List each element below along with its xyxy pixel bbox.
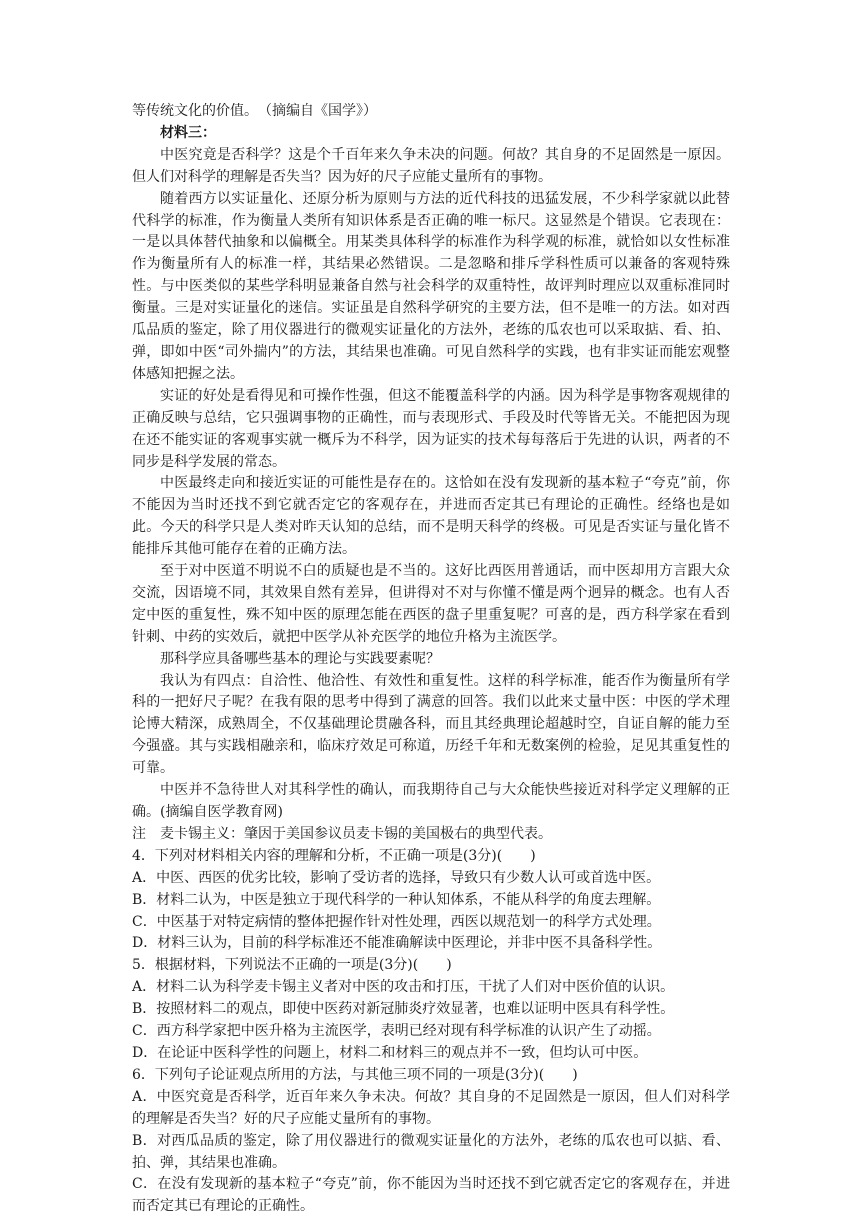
paragraph: 中医究竟是否科学？这是个千百年来久争未决的问题。何故？其自身的不足固然是一原因。但人们对科学的理解是否失当？因为好的尺子应能丈量所有的事物。 [132,146,730,185]
footnote: 注 麦卡锡主义：肇因于美国参议员麦卡锡的美国极右的典型代表。 [132,825,552,842]
document-page [132,101,730,1218]
paragraph: 中医并不急待世人对其科学性的确认，而我期待自己与大众能快些接近对科学定义理解的正确。(摘编自医学教育网) [132,782,730,820]
question-stem: 4．下列对材料相关内容的理解和分析，不正确一项是(3分)( ) [132,847,536,864]
question-option: A．中医、西医的优劣比较，影响了受访者的选择，导致只有少数人认可或首选中医。 [132,869,661,886]
question-option: D．在论证中医科学性的问题上，材料二和材料三的观点并不一致，但均认可中医。 [132,1044,648,1061]
question-option: B．按照材料二的观点，即使中医药对新冠肺炎疗效显著，也难以证明中医具有科学性。 [132,1001,675,1018]
intro-tail: 等传统文化的价值。 （摘编自《国学》） [132,103,377,119]
question-option: C．中医基于对特定病情的整体把握作针对性处理，西医以规范划一的科学方式处理。 [132,913,661,930]
paragraph: 那科学应具备哪些基本的理论与实践要素呢？ [160,650,440,667]
question-option: B．材料二认为，中医是独立于现代科学的一种认知体系，不能从科学的角度去理解。 [132,891,661,908]
paragraph: 随着西方以实证量化、还原分析为原则与方法的近代科技的迅猛发展，不少科学家就以此替代科学的标准，作为衡量人类所有知识体系是否正确的唯一标尺。这显然是个错误。它表现在：一是以具体替代抽象和以偏概全。用某类具体科学的标准作为科学观的标准，就恰如以女性标准作为衡量所有人的标准一样，其结果必然错误。二是忽略和排斥学科性质可以兼备的客观特殊性。与中医类似的某些学科明显兼备自然与社会科学的双重特性，故评判时理应以双重标准同时衡量。三是对实证量化的迷信。实证虽是自然科学研究的主要方法，但不是唯一的方法。如对西瓜品质的鉴定，除了用仪器进行的微观实证量化的方法外，老练的瓜农也可以采取掂、看、拍、弹，即如中医“司外揣内”的方法，其结果也准确。可见自然科学的实践，也有非实证而能宏观整体感知把握之法。 [132,190,730,382]
question-option: B．对西瓜品质的鉴定，除了用仪器进行的微观实证量化的方法外，老练的瓜农也可以掂、看、拍、弹，其结果也准确。 [132,1132,730,1171]
paragraph: 实证的好处是看得见和可操作性强，但这不能覆盖科学的内涵。因为科学是事物客观规律的正确反映与总结，它只强调事物的正确性，而与表现形式、手段及时代等皆无关。不能把因为现在还不能实证的客观事实就一概斥为不科学，因为证实的技术每每落后于先进的认识，两者的不同步是科学发展的常态。 [132,387,730,470]
question-stem: 5．根据材料，下列说法不正确的一项是(3分)( ) [132,957,452,974]
question-stem: 6．下列句子论证观点所用的方法，与其他三项不同的一项是(3分)( ) [132,1066,578,1083]
question-option: A．中医究竟是否科学，近百年来久争未决。何故？其自身的不足固然是一原因，但人们对科学的理解是否失当？好的尺子应能丈量所有的事物。 [132,1088,730,1127]
question-option: A．材料二认为科学麦卡锡主义者对中医的攻击和打压，干扰了人们对中医价值的认识。 [132,979,675,996]
question-option: C．西方科学家把中医升格为主流医学，表明已经对现有科学标准的认识产生了动摇。 [132,1023,661,1040]
material3-title: 材料三： [160,124,216,141]
question-option: C．在没有发现新的基本粒子“夸克”前，你不能因为当时还找不到它就否定它的客观存在，并进而否定其已有理论的正确性。 [132,1176,730,1215]
question-option: D．材料三认为，目前的科学标准还不能准确解读中医理论，并非中医不具备科学性。 [132,935,662,952]
paragraph: 我认为有四点：自洽性、他洽性、有效性和重复性。这样的科学标准，能否作为衡量所有学科的一把好尺子呢？在我有限的思考中得到了满意的回答。我们以此来丈量中医：中医的学术理论博大精深，成熟周全，不仅基础理论贯融各科，而且其经典理论超越时空，自证自解的能力至今强盛。其与实践相融亲和，临床疗效足可称道，历经千年和无数案例的检验，足见其重复性的可靠。 [132,672,730,777]
paragraph: 中医最终走向和接近实证的可能性是存在的。这恰如在没有发现新的基本粒子“夸克”前，你不能因为当时还找不到它就否定它的客观存在，并进而否定其已有理论的正确性。经络也是如此。今天的科学只是人类对昨天认知的总结，而不是明天科学的终极。可见是否实证与量化皆不能排斥其他可能存在着的正确方法。 [132,475,730,558]
paragraph: 至于对中医道不明说不白的质疑也是不当的。这好比西医用普通话，而中医却用方言跟大众交流，因语境不同，其效果自然有差异，但讲得对不对与你懂不懂是两个迥异的概念。也有人否定中医的重复性，殊不知中医的原理怎能在西医的盘子里重复呢？可喜的是，西方科学家在看到针刺、中药的实效后，就把中医学从补充医学的地位升格为主流医学。 [132,563,730,645]
